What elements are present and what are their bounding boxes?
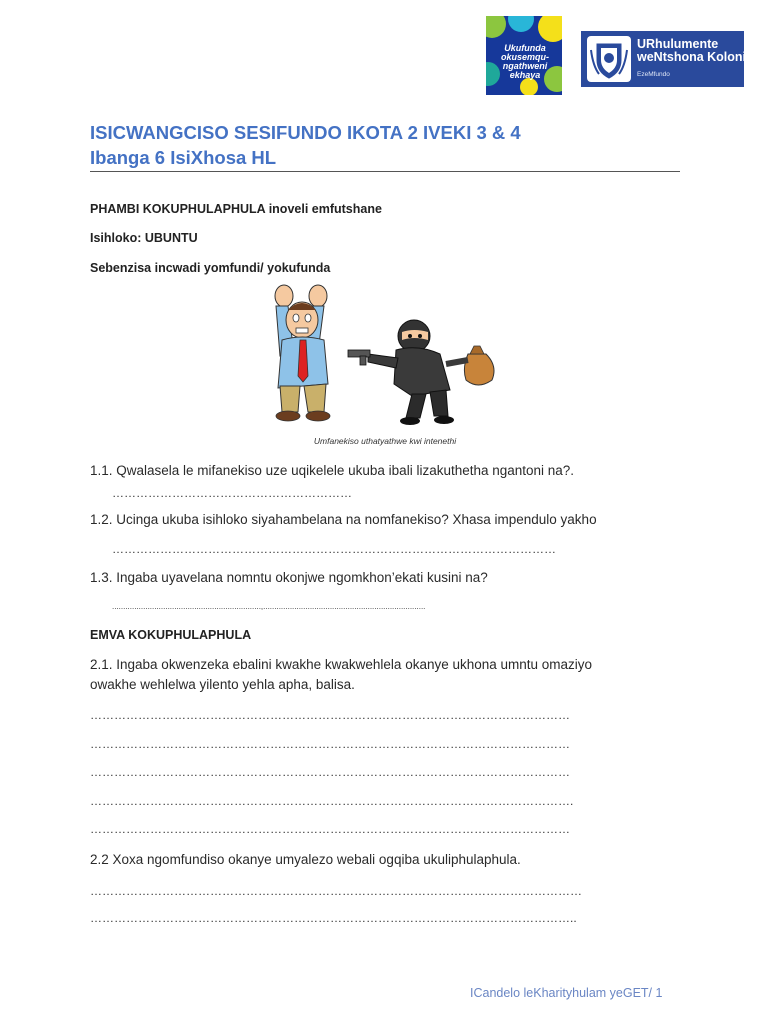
campaign-logo-text: Ukufunda okusemqu- ngathweni ekhaya [500,43,549,80]
title-divider [90,171,680,172]
government-name-line2: weNtshona Koloni [637,50,747,64]
question-1-1: 1.1. Qwalasela le mifanekiso uze uqikelele ukuba ibali lizakuthetha ngantoni na?. [90,463,575,478]
answer-line-1-3: ...................................................................,......................................................................... [112,602,426,611]
answer-line-2-2: ………………………………………………………………………………………………………….. [90,911,577,925]
question-2-1-line2: owakhe wehlelwa yilento yehla apha, balisa. [90,677,355,692]
answer-line-2-2: …………………………………………………………………………………………………………… [90,884,582,898]
logo-dot [508,16,534,32]
topic-label: Isihloko: UBUNTU [90,231,198,245]
image-caption: Umfanekiso uthatyathwe kwi intenethi [313,436,457,446]
answer-line-2-1: ………………………………………………………………………………………………………… [90,765,570,779]
logo-dot [538,16,562,42]
question-1-2: 1.2. Ucinga ukuba isihloko siyahambelana na nomfanekiso? Xhasa impendulo yakho [90,512,597,527]
robbery-illustration-icon [262,284,506,430]
answer-line-2-1: …………………………………………………………………………………………………………. [90,794,574,808]
government-name-line1: URhulumente [637,37,719,51]
instruction-text: Sebenzisa incwadi yomfundi/ yokufunda [90,261,331,275]
answer-line-2-1: ………………………………………………………………………………………………………… [90,822,570,836]
page-footer: ICandelo leKharityhulam yeGET/ 1 [470,986,663,1000]
document-title: ISICWANGCISO SESIFUNDO IKOTA 2 IVEKI 3 & 4 [90,122,521,143]
logo-dot [486,16,506,38]
question-1-3: 1.3. Ingaba uyavelana nomntu okonjwe ngomkhon’ekati kusini na? [90,570,488,585]
campaign-logo [486,16,562,95]
coat-of-arms-icon [587,36,631,82]
answer-line-2-1: ………………………………………………………………………………………………………… [90,737,570,751]
pre-listening-heading: PHAMBI KOKUPHULAPHULA inoveli emfutshane [90,202,382,216]
question-2-2: 2.2 Xoxa ngomfundiso okanye umyalezo webali ogqiba ukuliphulaphula. [90,852,521,867]
post-listening-heading: EMVA KOKUPHULAPHULA [90,628,252,642]
government-department: EzeMfundo [637,71,670,78]
document-subtitle: Ibanga 6 IsiXhosa HL [90,147,277,168]
answer-line-2-1: ………………………………………………………………………………………………………… [90,708,570,722]
answer-line-1-1: …………………………………………………… [112,486,352,500]
question-2-1-line1: 2.1. Ingaba okwenzeka ebalini kwakhe kwakwehlela okanye ukhona umntu omaziyo [90,657,593,672]
answer-line-1-2: ………………………………………………………………………………………………… [112,542,556,556]
government-logo [581,31,747,87]
logo-dot [520,78,538,95]
